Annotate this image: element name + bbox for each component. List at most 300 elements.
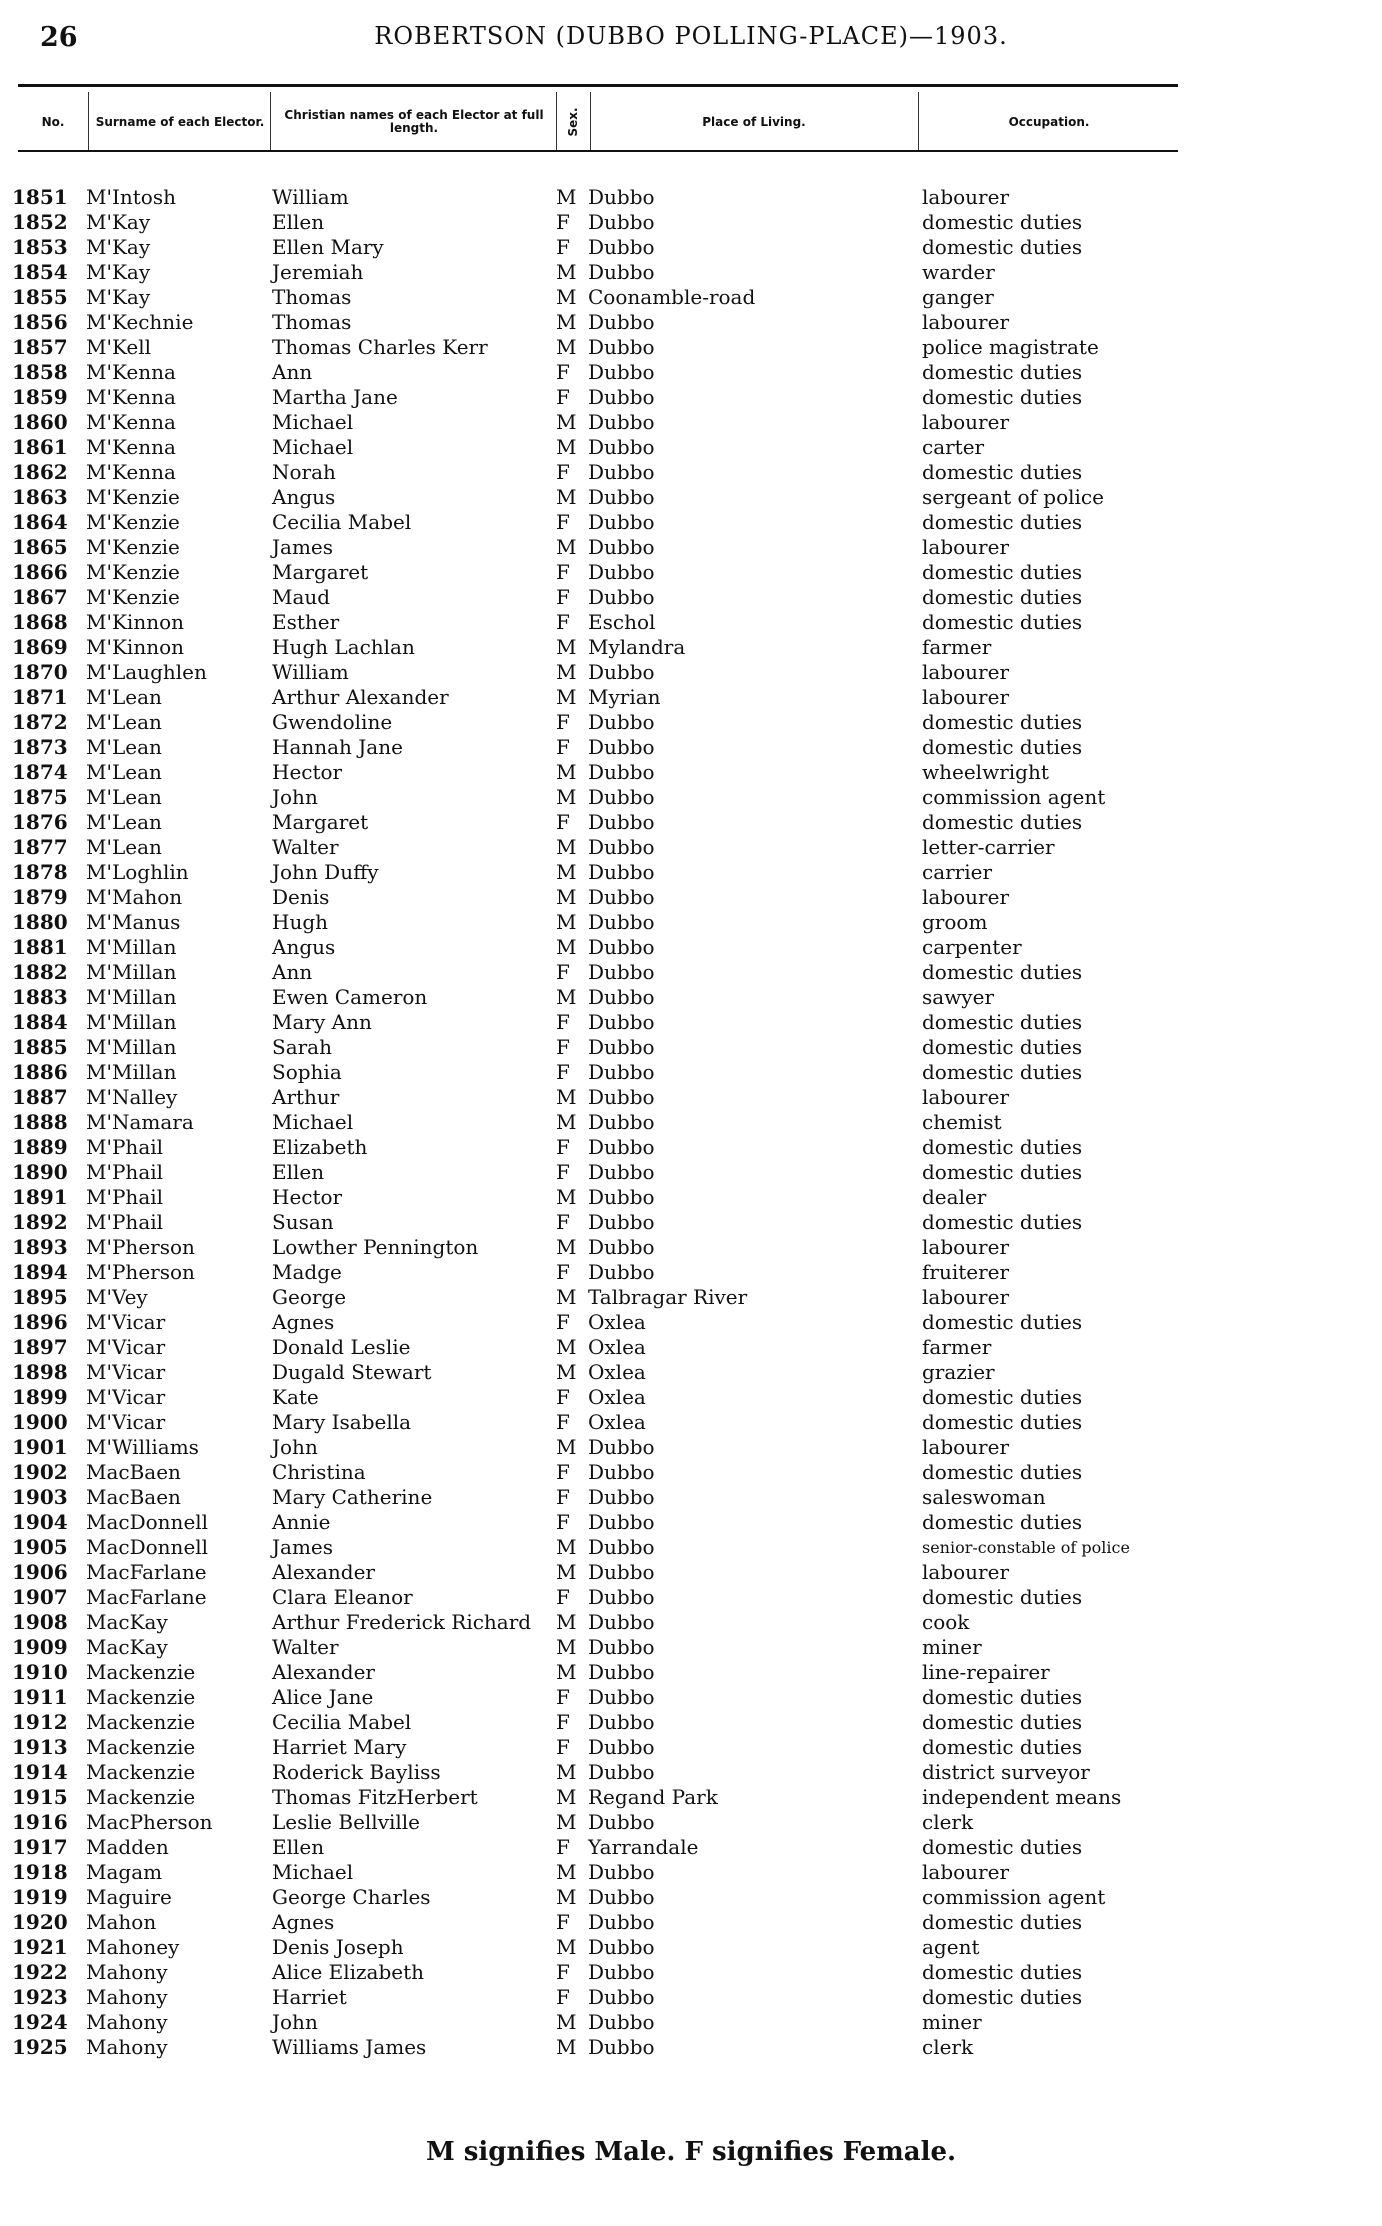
elector-occupation: domestic duties [922, 235, 1083, 259]
elector-sex: M [556, 410, 577, 434]
elector-sex: M [556, 1785, 577, 1809]
elector-sex: M [556, 1285, 577, 1309]
table-row [0, 785, 1382, 810]
column-header-place: Place of Living. [702, 114, 806, 129]
elector-place-of-living: Dubbo [588, 435, 655, 459]
elector-sex: F [556, 1010, 570, 1034]
table-row [0, 560, 1382, 585]
elector-number: 1868 [12, 610, 68, 634]
elector-number: 1881 [12, 935, 68, 959]
elector-surname: M'Nalley [86, 1085, 178, 1109]
elector-occupation: senior-constable of police [922, 1538, 1130, 1557]
elector-number: 1856 [12, 310, 68, 334]
elector-sex: M [556, 935, 577, 959]
elector-place-of-living: Dubbo [588, 485, 655, 509]
elector-number: 1900 [12, 1410, 68, 1434]
elector-surname: M'Intosh [86, 185, 176, 209]
elector-surname: M'Millan [86, 935, 177, 959]
elector-surname: M'Williams [86, 1435, 199, 1459]
elector-sex: M [556, 1535, 577, 1559]
elector-sex: M [556, 685, 577, 709]
elector-place-of-living: Dubbo [588, 1035, 655, 1059]
elector-place-of-living: Dubbo [588, 1235, 655, 1259]
table-row [0, 1660, 1382, 1685]
elector-number: 1855 [12, 285, 68, 309]
table-row [0, 2035, 1382, 2060]
elector-sex: M [556, 1360, 577, 1384]
elector-place-of-living: Dubbo [588, 1860, 655, 1884]
elector-sex: M [556, 1610, 577, 1634]
elector-surname: M'Kenzie [86, 535, 180, 559]
elector-occupation: domestic duties [922, 385, 1083, 409]
elector-christian-names: Cecilia Mabel [272, 1710, 412, 1734]
elector-occupation: labourer [922, 1085, 1010, 1109]
elector-number: 1867 [12, 585, 68, 609]
elector-occupation: domestic duties [922, 1585, 1083, 1609]
column-header-christian-names: Christian names of each Elector at full length. [284, 108, 544, 135]
elector-christian-names: Ellen Mary [272, 235, 384, 259]
elector-number: 1912 [12, 1710, 68, 1734]
elector-sex: M [556, 1435, 577, 1459]
elector-surname: Mackenzie [86, 1660, 196, 1684]
elector-number: 1871 [12, 685, 68, 709]
elector-occupation: domestic duties [922, 1210, 1083, 1234]
column-header-surname: Surname of each Elector. [95, 114, 265, 129]
table-row [0, 1510, 1382, 1535]
elector-occupation: sawyer [922, 985, 995, 1009]
elector-christian-names: Annie [272, 1510, 331, 1534]
elector-christian-names: Donald Leslie [272, 1335, 411, 1359]
elector-surname: M'Vicar [86, 1335, 166, 1359]
elector-number: 1885 [12, 1035, 68, 1059]
table-row [0, 835, 1382, 860]
elector-christian-names: Margaret [272, 560, 369, 584]
elector-surname: M'Kay [86, 210, 151, 234]
elector-number: 1890 [12, 1160, 68, 1184]
elector-christian-names: William [272, 185, 349, 209]
elector-occupation: domestic duties [922, 1910, 1083, 1934]
header-rule-top [18, 84, 1178, 87]
elector-occupation: domestic duties [922, 585, 1083, 609]
elector-christian-names: John [272, 785, 318, 809]
elector-sex: F [556, 1410, 570, 1434]
elector-occupation: domestic duties [922, 1060, 1083, 1084]
elector-surname: Mackenzie [86, 1685, 196, 1709]
table-row [0, 960, 1382, 985]
elector-place-of-living: Eschol [588, 610, 656, 634]
elector-surname: Mahoney [86, 1935, 180, 1959]
elector-surname: M'Kenna [86, 410, 176, 434]
table-row [0, 685, 1382, 710]
elector-number: 1873 [12, 735, 68, 759]
elector-number: 1920 [12, 1910, 68, 1934]
elector-place-of-living: Dubbo [588, 1735, 655, 1759]
elector-sex: F [556, 960, 570, 984]
elector-number: 1886 [12, 1060, 68, 1084]
elector-number: 1898 [12, 1360, 68, 1384]
elector-christian-names: Angus [272, 935, 336, 959]
page-title: ROBERTSON (DUBBO POLLING-PLACE)—1903. [374, 22, 1008, 50]
elector-place-of-living: Dubbo [588, 1885, 655, 1909]
table-row [0, 810, 1382, 835]
elector-place-of-living: Dubbo [588, 235, 655, 259]
elector-occupation: labourer [922, 885, 1010, 909]
elector-surname: M'Manus [86, 910, 181, 934]
elector-sex: F [556, 1735, 570, 1759]
column-divider [88, 92, 89, 150]
elector-number: 1864 [12, 510, 68, 534]
elector-surname: M'Kenzie [86, 485, 180, 509]
elector-occupation: carpenter [922, 935, 1022, 959]
elector-occupation: labourer [922, 410, 1010, 434]
elector-number: 1889 [12, 1135, 68, 1159]
table-row [0, 1735, 1382, 1760]
elector-sex: F [556, 1260, 570, 1284]
elector-place-of-living: Dubbo [588, 185, 655, 209]
table-row [0, 310, 1382, 335]
elector-number: 1858 [12, 360, 68, 384]
table-row [0, 1810, 1382, 1835]
elector-surname: M'Kechnie [86, 310, 194, 334]
elector-place-of-living: Dubbo [588, 1110, 655, 1134]
elector-surname: MacBaen [86, 1485, 181, 1509]
elector-occupation: clerk [922, 1810, 974, 1834]
elector-christian-names: Kate [272, 1385, 319, 1409]
elector-surname: M'Lean [86, 685, 162, 709]
elector-occupation: domestic duties [922, 1035, 1083, 1059]
elector-sex: M [556, 1935, 577, 1959]
elector-number: 1910 [12, 1660, 68, 1684]
elector-place-of-living: Regand Park [588, 1785, 718, 1809]
table-row [0, 1310, 1382, 1335]
elector-number: 1875 [12, 785, 68, 809]
elector-number: 1899 [12, 1385, 68, 1409]
elector-sex: F [556, 1985, 570, 2009]
elector-place-of-living: Dubbo [588, 1160, 655, 1184]
elector-occupation: labourer [922, 310, 1010, 334]
elector-christian-names: Ann [272, 960, 313, 984]
elector-number: 1863 [12, 485, 68, 509]
elector-sex: F [556, 1835, 570, 1859]
elector-number: 1922 [12, 1960, 68, 1984]
elector-christian-names: Mary Ann [272, 1010, 372, 1034]
elector-surname: M'Kenna [86, 385, 176, 409]
elector-place-of-living: Dubbo [588, 910, 655, 934]
elector-christian-names: John [272, 1435, 318, 1459]
table-row [0, 1960, 1382, 1985]
elector-surname: M'Kay [86, 285, 151, 309]
elector-christian-names: Harriet [272, 1985, 347, 2009]
elector-place-of-living: Dubbo [588, 2035, 655, 2059]
elector-number: 1862 [12, 460, 68, 484]
elector-sex: M [556, 2035, 577, 2059]
elector-place-of-living: Dubbo [588, 1485, 655, 1509]
elector-christian-names: Sophia [272, 1060, 342, 1084]
elector-sex: F [556, 210, 570, 234]
elector-place-of-living: Dubbo [588, 985, 655, 1009]
table-row [0, 1385, 1382, 1410]
elector-surname: M'Vey [86, 1285, 148, 1309]
electors-list [0, 185, 1382, 2060]
elector-christian-names: Mary Isabella [272, 1410, 412, 1434]
elector-number: 1894 [12, 1260, 68, 1284]
elector-surname: M'Mahon [86, 885, 183, 909]
elector-occupation: domestic duties [922, 710, 1083, 734]
elector-christian-names: James [272, 535, 334, 559]
elector-sex: F [556, 735, 570, 759]
column-divider [918, 92, 919, 150]
elector-place-of-living: Dubbo [588, 1760, 655, 1784]
elector-occupation: domestic duties [922, 810, 1083, 834]
elector-christian-names: Hector [272, 760, 343, 784]
elector-christian-names: Roderick Bayliss [272, 1760, 441, 1784]
elector-occupation: domestic duties [922, 1310, 1083, 1334]
elector-sex: M [556, 260, 577, 284]
elector-surname: M'Vicar [86, 1310, 166, 1334]
elector-place-of-living: Dubbo [588, 1435, 655, 1459]
elector-sex: M [556, 1335, 577, 1359]
elector-place-of-living: Dubbo [588, 2010, 655, 2034]
elector-sex: M [556, 1110, 577, 1134]
elector-sex: M [556, 1660, 577, 1684]
table-row [0, 1935, 1382, 1960]
elector-surname: MacBaen [86, 1460, 181, 1484]
elector-place-of-living: Dubbo [588, 1985, 655, 2009]
elector-number: 1854 [12, 260, 68, 284]
elector-number: 1917 [12, 1835, 68, 1859]
elector-christian-names: Christina [272, 1460, 366, 1484]
elector-number: 1904 [12, 1510, 68, 1534]
elector-place-of-living: Dubbo [588, 835, 655, 859]
table-row [0, 1360, 1382, 1385]
elector-christian-names: Maud [272, 585, 331, 609]
elector-sex: M [556, 635, 577, 659]
elector-occupation: miner [922, 2010, 982, 2034]
elector-christian-names: Ann [272, 360, 313, 384]
elector-surname: M'Millan [86, 960, 177, 984]
elector-sex: F [556, 1385, 570, 1409]
elector-occupation: domestic duties [922, 735, 1083, 759]
elector-number: 1909 [12, 1635, 68, 1659]
elector-christian-names: Denis [272, 885, 330, 909]
elector-sex: F [556, 1210, 570, 1234]
elector-sex: F [556, 1710, 570, 1734]
elector-occupation: commission agent [922, 785, 1106, 809]
elector-christian-names: Angus [272, 485, 336, 509]
elector-christian-names: Susan [272, 1210, 334, 1234]
elector-christian-names: Ellen [272, 1835, 325, 1859]
elector-number: 1883 [12, 985, 68, 1009]
table-row [0, 1060, 1382, 1085]
elector-occupation: independent means [922, 1785, 1122, 1809]
table-row [0, 1010, 1382, 1035]
elector-place-of-living: Dubbo [588, 1460, 655, 1484]
elector-surname: MacKay [86, 1610, 168, 1634]
elector-place-of-living: Dubbo [588, 960, 655, 984]
elector-place-of-living: Dubbo [588, 710, 655, 734]
elector-sex: M [556, 1185, 577, 1209]
elector-surname: M'Pherson [86, 1235, 195, 1259]
elector-sex: M [556, 1635, 577, 1659]
elector-occupation: domestic duties [922, 1685, 1083, 1709]
elector-occupation: carter [922, 435, 985, 459]
elector-number: 1923 [12, 1985, 68, 2009]
elector-sex: M [556, 1760, 577, 1784]
elector-number: 1874 [12, 760, 68, 784]
elector-sex: F [556, 710, 570, 734]
elector-christian-names: Agnes [272, 1310, 335, 1334]
elector-surname: M'Phail [86, 1185, 164, 1209]
elector-surname: M'Lean [86, 835, 162, 859]
table-row [0, 1535, 1382, 1560]
table-row [0, 710, 1382, 735]
elector-christian-names: Michael [272, 435, 354, 459]
elector-number: 1913 [12, 1735, 68, 1759]
elector-christian-names: Dugald Stewart [272, 1360, 432, 1384]
elector-number: 1921 [12, 1935, 68, 1959]
table-row [0, 210, 1382, 235]
elector-place-of-living: Dubbo [588, 1935, 655, 1959]
elector-place-of-living: Talbragar River [588, 1285, 748, 1309]
elector-place-of-living: Dubbo [588, 385, 655, 409]
elector-christian-names: Elizabeth [272, 1135, 368, 1159]
table-row [0, 2010, 1382, 2035]
elector-place-of-living: Dubbo [588, 810, 655, 834]
elector-number: 1897 [12, 1335, 68, 1359]
elector-occupation: clerk [922, 2035, 974, 2059]
table-row [0, 1910, 1382, 1935]
elector-number: 1925 [12, 2035, 68, 2059]
table-row [0, 260, 1382, 285]
elector-sex: F [556, 1910, 570, 1934]
table-row [0, 1710, 1382, 1735]
elector-occupation: sergeant of police [922, 485, 1104, 509]
column-header-sex: Sex. [565, 107, 580, 137]
column-divider [270, 92, 271, 150]
elector-number: 1882 [12, 960, 68, 984]
elector-occupation: domestic duties [922, 610, 1083, 634]
elector-place-of-living: Dubbo [588, 1135, 655, 1159]
elector-occupation: fruiterer [922, 1260, 1010, 1284]
elector-occupation: labourer [922, 185, 1010, 209]
elector-christian-names: Martha Jane [272, 385, 398, 409]
elector-number: 1895 [12, 1285, 68, 1309]
table-row [0, 585, 1382, 610]
elector-sex: F [556, 1685, 570, 1709]
elector-christian-names: Alice Jane [272, 1685, 374, 1709]
elector-sex: M [556, 1860, 577, 1884]
table-row [0, 1185, 1382, 1210]
elector-sex: M [556, 860, 577, 884]
elector-place-of-living: Dubbo [588, 735, 655, 759]
elector-surname: Mahony [86, 1960, 168, 1984]
table-row [0, 1135, 1382, 1160]
elector-place-of-living: Dubbo [588, 1960, 655, 1984]
elector-christian-names: Walter [272, 1635, 339, 1659]
elector-place-of-living: Dubbo [588, 210, 655, 234]
elector-surname: Mackenzie [86, 1785, 196, 1809]
elector-place-of-living: Dubbo [588, 1010, 655, 1034]
elector-surname: M'Kinnon [86, 610, 184, 634]
elector-christian-names: Jeremiah [272, 260, 364, 284]
elector-place-of-living: Mylandra [588, 635, 686, 659]
table-row [0, 985, 1382, 1010]
table-row [0, 1085, 1382, 1110]
table-row [0, 1435, 1382, 1460]
table-row [0, 935, 1382, 960]
table-row [0, 885, 1382, 910]
elector-surname: MacDonnell [86, 1510, 209, 1534]
elector-place-of-living: Dubbo [588, 560, 655, 584]
elector-christian-names: Thomas [272, 285, 352, 309]
elector-place-of-living: Dubbo [588, 260, 655, 284]
table-row [0, 1760, 1382, 1785]
table-row [0, 610, 1382, 635]
elector-surname: M'Phail [86, 1135, 164, 1159]
elector-occupation: agent [922, 1935, 980, 1959]
elector-sex: M [556, 435, 577, 459]
elector-number: 1918 [12, 1860, 68, 1884]
elector-place-of-living: Dubbo [588, 460, 655, 484]
elector-surname: Mahony [86, 2010, 168, 2034]
table-row [0, 460, 1382, 485]
elector-place-of-living: Dubbo [588, 585, 655, 609]
elector-sex: F [556, 1035, 570, 1059]
elector-christian-names: Walter [272, 835, 339, 859]
elector-number: 1859 [12, 385, 68, 409]
elector-sex: F [556, 1160, 570, 1184]
elector-number: 1901 [12, 1435, 68, 1459]
elector-place-of-living: Dubbo [588, 760, 655, 784]
elector-place-of-living: Myrian [588, 685, 661, 709]
elector-occupation: labourer [922, 1435, 1010, 1459]
table-row [0, 660, 1382, 685]
elector-christian-names: James [272, 1535, 334, 1559]
table-row [0, 1635, 1382, 1660]
elector-occupation: chemist [922, 1110, 1002, 1134]
elector-number: 1866 [12, 560, 68, 584]
elector-place-of-living: Yarrandale [588, 1835, 699, 1859]
elector-surname: MacKay [86, 1635, 168, 1659]
elector-christian-names: Denis Joseph [272, 1935, 404, 1959]
elector-sex: F [556, 560, 570, 584]
elector-sex: M [556, 660, 577, 684]
elector-surname: MacFarlane [86, 1560, 207, 1584]
elector-occupation: labourer [922, 1560, 1010, 1584]
elector-number: 1870 [12, 660, 68, 684]
elector-place-of-living: Dubbo [588, 1210, 655, 1234]
elector-place-of-living: Dubbo [588, 310, 655, 334]
elector-christian-names: Esther [272, 610, 340, 634]
elector-christian-names: Michael [272, 1860, 354, 1884]
elector-place-of-living: Dubbo [588, 1635, 655, 1659]
table-row [0, 1485, 1382, 1510]
elector-christian-names: Hugh [272, 910, 329, 934]
table-row [0, 360, 1382, 385]
elector-place-of-living: Oxlea [588, 1410, 646, 1434]
elector-surname: Mackenzie [86, 1735, 196, 1759]
elector-christian-names: Ewen Cameron [272, 985, 428, 1009]
elector-christian-names: Ellen [272, 210, 325, 234]
elector-surname: M'Namara [86, 1110, 194, 1134]
elector-occupation: domestic duties [922, 1460, 1083, 1484]
elector-sex: M [556, 485, 577, 509]
elector-number: 1907 [12, 1585, 68, 1609]
elector-surname: M'Lean [86, 810, 162, 834]
elector-occupation: labourer [922, 1860, 1010, 1884]
elector-number: 1915 [12, 1785, 68, 1809]
elector-christian-names: Thomas FitzHerbert [272, 1785, 478, 1809]
